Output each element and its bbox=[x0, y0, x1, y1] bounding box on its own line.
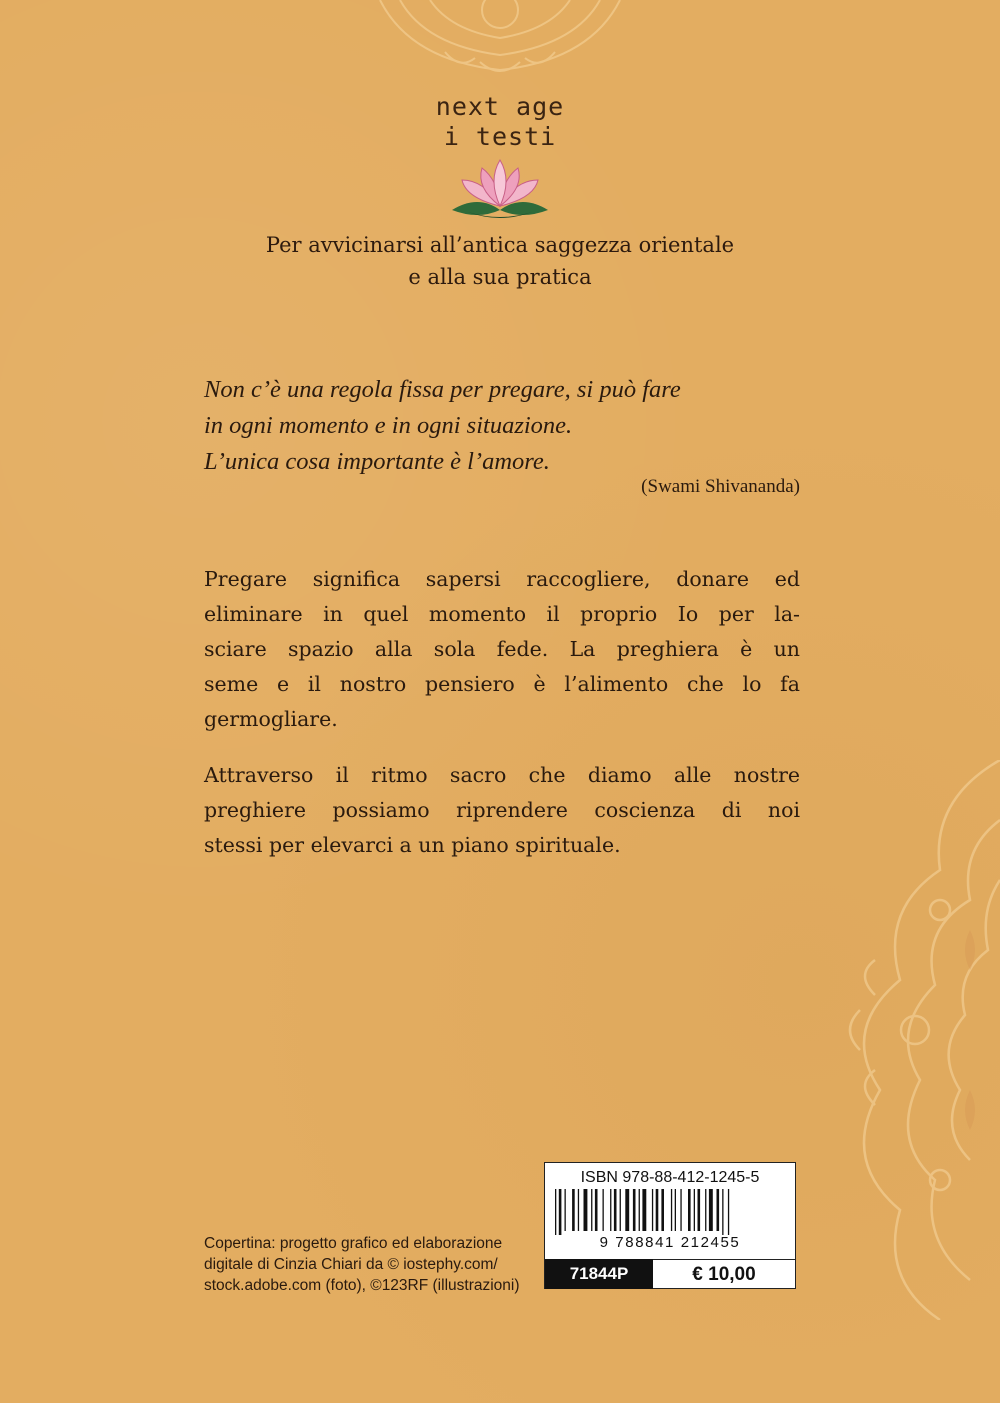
quote-line: Non c’è una regola fissa per pregare, si può fare bbox=[204, 376, 681, 403]
tagline-line-2: e alla sua pratica bbox=[408, 265, 592, 289]
mandala-ornament-top bbox=[370, 0, 630, 80]
quote-author: (Swami Shivananda) bbox=[641, 476, 800, 497]
tagline bbox=[0, 229, 1000, 293]
quote-line: L’unica cosa importante è l’amore. bbox=[204, 448, 550, 475]
paragraph-line: stessi per elevarci a un piano spirituale. bbox=[204, 833, 621, 857]
paragraph-line: Attraverso il ritmo sacro che diamo alle nostre bbox=[204, 763, 800, 787]
description-paragraph-2 bbox=[204, 758, 800, 863]
price: € 10,00 bbox=[653, 1259, 795, 1288]
series-line-2: i testi bbox=[443, 122, 557, 151]
paragraph-line: preghiere possiamo riprendere coscienza di noi bbox=[204, 798, 800, 822]
barcode-box bbox=[544, 1162, 796, 1289]
lotus-icon bbox=[448, 158, 552, 224]
credit-line: Copertina: progetto grafico ed elaborazione bbox=[204, 1235, 503, 1252]
isbn-label: ISBN 978-88-412-1245-5 bbox=[580, 1169, 760, 1186]
paragraph-line: Pregare significa sapersi raccogliere, donare ed bbox=[204, 567, 800, 591]
quote-line: in ogni momento e in ogni situazione. bbox=[204, 412, 573, 439]
description-paragraph-1 bbox=[204, 562, 800, 737]
paragraph-line: sciare spazio alla sola fede. La preghiera è un bbox=[204, 637, 800, 661]
isbn-digits: 9 788841 212455 bbox=[599, 1234, 741, 1251]
barcode-icon bbox=[553, 1189, 789, 1235]
cover-credits bbox=[204, 1233, 544, 1296]
credit-line: digitale di Cinzia Chiari da © iostephy.com/ bbox=[204, 1256, 498, 1273]
series-line-1: next age bbox=[435, 92, 565, 121]
product-code: 71844P bbox=[545, 1259, 653, 1289]
mandala-ornament-right bbox=[820, 760, 1000, 1320]
tagline-line-1: Per avvicinarsi all’antica saggezza orientale bbox=[265, 233, 735, 257]
epigraph-quote bbox=[204, 372, 800, 480]
paragraph-line: eliminare in quel momento il proprio Io per la- bbox=[204, 602, 800, 626]
credit-line: stock.adobe.com (foto), ©123RF (illustrazioni) bbox=[204, 1277, 520, 1294]
paragraph-line: germogliare. bbox=[204, 707, 338, 731]
series-title bbox=[0, 92, 1000, 152]
paragraph-line: seme e il nostro pensiero è l’alimento che lo fa bbox=[204, 672, 800, 696]
